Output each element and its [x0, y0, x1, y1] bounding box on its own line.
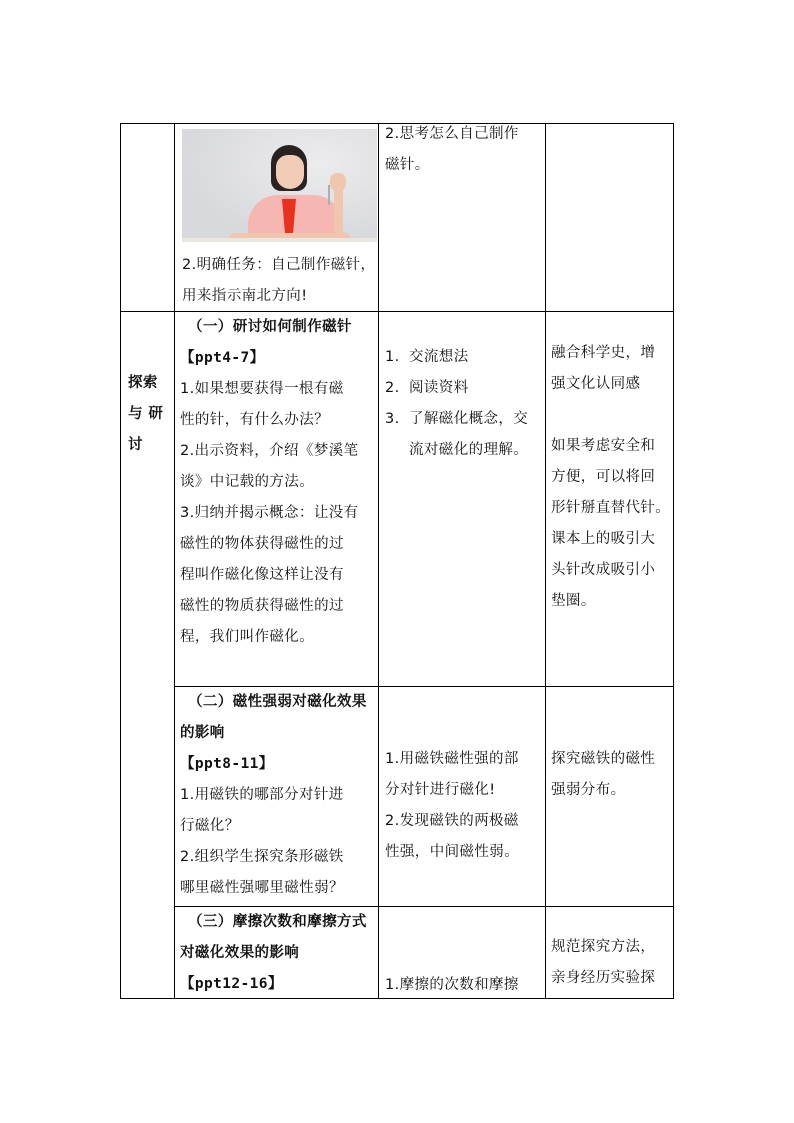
text-line: 行磁化？ — [180, 818, 240, 834]
intro-student-activity — [385, 119, 545, 181]
column-divider-3 — [545, 123, 546, 999]
text-line: 3.归纳并揭示概念：让没有 — [180, 505, 359, 521]
stage-line: 讨 — [128, 437, 143, 453]
text-line: 磁针。 — [385, 157, 430, 173]
section-2-title: （二）磁性强弱对磁化效果 — [188, 694, 367, 710]
section-1-student — [385, 342, 545, 466]
list-item — [385, 373, 545, 404]
text-line: 亲身经历实验探 — [551, 970, 656, 986]
text-line: 用来指示南北方向! — [182, 288, 308, 304]
section-3-title-cont: 对磁化效果的影响 — [180, 945, 300, 961]
stage-line: 与 研 — [128, 406, 164, 422]
text-line: 磁性的物质获得磁性的过 — [180, 598, 344, 614]
girl-holding-needle-photo — [182, 129, 377, 242]
text-line — [551, 400, 675, 431]
column-divider-1 — [174, 123, 175, 999]
text-line: 分对针进行磁化! — [385, 782, 496, 798]
text-line: 头针改成吸引小 — [551, 562, 656, 578]
section-3-ppt-ref: 【ppt12-16】 — [180, 976, 283, 992]
text-line: 强弱分布。 — [551, 782, 626, 798]
section-2-design-intent — [551, 744, 675, 806]
section-1-design-intent — [551, 338, 675, 617]
text-line: 2.思考怎么自己制作 — [385, 126, 519, 142]
section-2-teacher — [180, 687, 378, 904]
section-3-student — [385, 970, 545, 1001]
text-line: 磁性的物体获得磁性的过 — [180, 536, 344, 552]
list-text: 阅读资料 — [409, 380, 469, 396]
section-2-title-cont: 的影响 — [180, 725, 225, 741]
list-item — [385, 342, 545, 373]
text-line: 哪里磁性强哪里磁性弱？ — [180, 880, 344, 896]
section-2-student — [385, 744, 545, 868]
text-line: 方便，可以将回 — [551, 469, 656, 485]
list-text: 了解磁化概念，交 — [409, 411, 529, 427]
section-1-teacher — [180, 312, 378, 653]
text-line: 如果考虑安全和 — [551, 438, 656, 454]
text-line: 2.组织学生探究条形磁铁 — [180, 849, 344, 865]
intro-teacher-task-text — [182, 250, 377, 312]
text-line: 探究磁铁的磁性 — [551, 751, 656, 767]
column-divider-2 — [378, 123, 379, 999]
text-line: 1.用磁铁的哪部分对针进 — [180, 787, 344, 803]
list-item — [385, 435, 545, 466]
section-3-design-intent — [551, 932, 675, 994]
text-line: 课本上的吸引大 — [551, 531, 656, 547]
text-line: 规范探究方法， — [551, 939, 656, 955]
list-number: 2. — [385, 380, 400, 396]
text-line: 谈》中记载的方法。 — [180, 474, 315, 490]
text-line: 程，我们叫作磁化。 — [180, 629, 315, 645]
text-line: 垫圈。 — [551, 593, 596, 609]
text-line: 2.出示资料，介绍《梦溪笔 — [180, 443, 359, 459]
text-line: 1.摩擦的次数和摩擦 — [385, 977, 519, 993]
list-item — [385, 404, 545, 435]
list-number: 1. — [385, 349, 400, 365]
section-3-teacher — [180, 907, 378, 1000]
section-3-title: （三）摩擦次数和摩擦方式 — [188, 914, 367, 930]
text-line: 1.如果想要获得一根有磁 — [180, 381, 344, 397]
list-text: 流对磁化的理解。 — [409, 442, 529, 458]
text-line: 程叫作磁化像这样让没有 — [180, 567, 344, 583]
text-line: 性强，中间磁性弱。 — [385, 844, 520, 860]
text-line: 强文化认同感 — [551, 376, 641, 392]
table-left-border — [120, 123, 121, 999]
section-1-ppt-ref: 【ppt4-7】 — [180, 350, 265, 366]
stage-label-explore — [128, 368, 174, 461]
list-text: 交流想法 — [409, 349, 469, 365]
stage-line: 探索 — [128, 375, 158, 391]
text-line: 2.明确任务：自己制作磁针， — [182, 257, 376, 273]
text-line: 形针掰直替代针。 — [551, 500, 671, 516]
text-line: 1.用磁铁磁性强的部 — [385, 751, 519, 767]
section-2-ppt-ref: 【ppt8-11】 — [180, 756, 274, 772]
text-line: 性的针，有什么办法？ — [180, 412, 329, 428]
section-1-title: （一）研讨如何制作磁针 — [188, 319, 352, 335]
text-line: 融合科学史，增 — [551, 345, 656, 361]
text-line: 2.发现磁铁的两极磁 — [385, 813, 519, 829]
list-number: 3. — [385, 411, 400, 427]
